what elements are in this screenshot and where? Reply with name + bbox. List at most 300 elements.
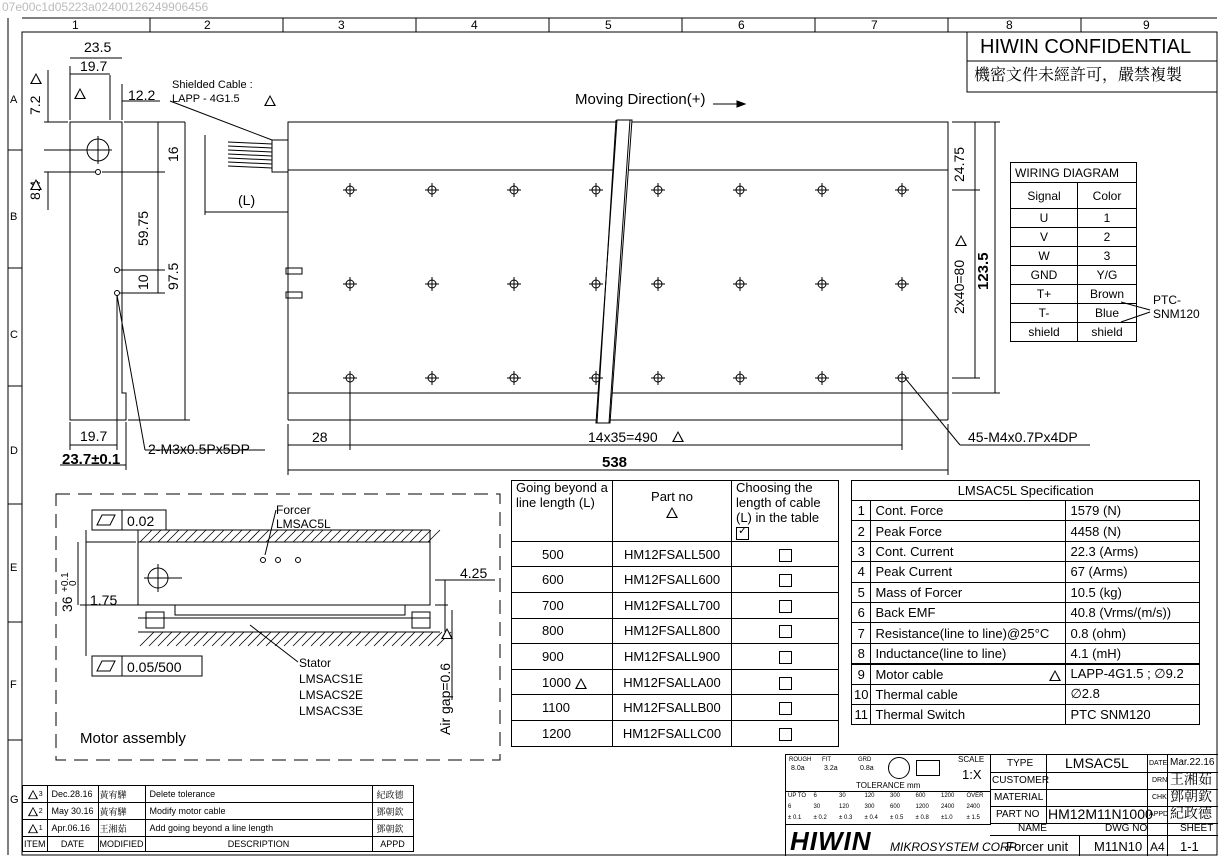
assembly-view xyxy=(56,494,500,760)
air-gap-label: Air gap=0.6 xyxy=(437,663,453,735)
rev-header: MODIFIED xyxy=(98,837,145,852)
spec-item: Thermal cable xyxy=(875,686,958,702)
tolerance-cell: 120 xyxy=(864,793,875,799)
customer-label: CUSTOMER xyxy=(992,775,1050,786)
side-view xyxy=(44,58,265,470)
spec-value: 0.8 (ohm) xyxy=(1066,623,1200,643)
choice-cell xyxy=(732,669,839,695)
cable-length-cell xyxy=(512,720,613,746)
cable-table-row xyxy=(512,720,839,746)
tolerance-cell: ± 0.5 xyxy=(890,815,904,821)
tolerance-cell: ± 0.2 xyxy=(813,815,827,821)
spec-item: Cont. Force xyxy=(875,503,944,519)
revision-triangle-icon xyxy=(30,70,42,88)
wiring-color: shield xyxy=(1078,323,1137,342)
shielded-cable-label: Shielded Cable : xyxy=(172,79,253,91)
row-label: C xyxy=(10,329,18,341)
dim-1-75: 1.75 xyxy=(90,592,118,608)
wiring-signal: T- xyxy=(1011,304,1078,323)
choice-checkbox[interactable] xyxy=(779,574,792,587)
wiring-color: Brown xyxy=(1078,285,1137,304)
rev-date: Dec.28.16 xyxy=(47,786,98,803)
type-label: TYPE xyxy=(1007,758,1034,769)
tolerance-cell: OVER xyxy=(966,793,984,799)
dim-16: 16 xyxy=(165,146,181,162)
partno-label: PART NO xyxy=(996,809,1040,820)
tolerance-cell: ± 0.8 xyxy=(915,815,929,821)
spec-no: 3 xyxy=(852,541,871,561)
moving-direction-label: Moving Direction(+) xyxy=(575,91,706,108)
tolerance-cell: ±1.0 xyxy=(941,815,953,821)
name-label: NAME xyxy=(1018,823,1047,834)
dim-123-5: 123.5 xyxy=(975,252,992,290)
dim-2x40: 2x40=80 xyxy=(951,259,967,314)
cable-length-cell xyxy=(512,669,613,695)
dim-59-75: 59.75 xyxy=(135,210,151,246)
rev-header: APPD xyxy=(372,837,413,852)
wiring-color: 2 xyxy=(1078,228,1137,247)
assembly-hole xyxy=(276,558,281,563)
rev-header: DESCRIPTION xyxy=(145,837,372,852)
name-value: Forcer unit xyxy=(1006,839,1069,854)
dim-538: 538 xyxy=(602,454,628,471)
revision-triangle-icon xyxy=(264,92,276,110)
choice-checkbox[interactable] xyxy=(779,651,792,664)
chk-label: CHK xyxy=(1152,794,1167,801)
cable-table-header-choice xyxy=(732,481,839,542)
column-label: 2 xyxy=(204,18,211,32)
spec-item-cell xyxy=(871,541,1066,561)
partno-value: HM12M11N1000 xyxy=(1048,806,1153,822)
tolerance-cell: 300 xyxy=(864,804,875,810)
revision-triangle-icon xyxy=(28,806,38,815)
choice-checkbox[interactable] xyxy=(779,702,792,715)
row-label: A xyxy=(10,94,18,106)
confidential-notice: 機密文件未經許可，嚴禁複製 xyxy=(974,65,1183,84)
column-label: 8 xyxy=(1006,18,1013,32)
tolerance-cell: 600 xyxy=(890,804,901,810)
spec-value: 4.1 (mH) xyxy=(1066,643,1200,663)
date-value: Mar.22.16 xyxy=(1170,757,1215,768)
rough-value: 8.0a xyxy=(791,765,805,772)
cable-table-row xyxy=(512,541,839,567)
revision-triangle-icon xyxy=(28,823,38,832)
spec-item: Cont. Current xyxy=(875,543,954,559)
cable-length-cell xyxy=(512,695,613,721)
part-no-cell: HM12FSALL900 xyxy=(613,644,732,670)
spec-no: 4 xyxy=(852,562,871,582)
part-no-cell: HM12FSALLB00 xyxy=(613,695,732,721)
rev-desc: Add going beyond a line length xyxy=(145,820,372,837)
rev-mark-cell xyxy=(23,803,48,820)
spec-item-cell xyxy=(871,501,1066,521)
revision-triangle-icon xyxy=(955,232,967,250)
spec-item-cell xyxy=(871,623,1066,643)
column-label: 9 xyxy=(1143,18,1150,32)
assembly-hole xyxy=(296,558,301,563)
choice-cell xyxy=(732,644,839,670)
spec-item-cell xyxy=(871,643,1066,663)
title-fields xyxy=(990,755,1218,856)
chk-value: 鄧朝欽 xyxy=(1170,789,1212,805)
wiring-diagram-table xyxy=(1010,162,1137,342)
choice-checkbox[interactable] xyxy=(779,625,792,638)
spec-value: 40.8 (Vrms/(m/s)) xyxy=(1066,602,1200,622)
spec-row xyxy=(852,664,1200,684)
tolerance-cell: ± 0.1 xyxy=(788,815,802,821)
revision-triangle-icon xyxy=(1049,670,1061,681)
grd-label: GRD xyxy=(858,757,872,763)
type-value: LMSAC5L xyxy=(1065,755,1129,771)
tolerance-cell: 2400 xyxy=(941,804,955,810)
choice-checkbox[interactable] xyxy=(779,600,792,613)
part-no-cell: HM12FSALL500 xyxy=(613,541,732,567)
stator-model: LMSACS1E xyxy=(299,672,364,686)
spec-item-cell xyxy=(871,704,1066,724)
cable-type-label: LAPP - 4G1.5 xyxy=(172,93,240,105)
wiring-color: Blue xyxy=(1078,304,1137,323)
column-label: 1 xyxy=(72,18,79,32)
cable-length: 500 xyxy=(542,546,564,562)
cable-length: 600 xyxy=(542,572,564,588)
choice-cell xyxy=(732,720,839,746)
spec-no: 5 xyxy=(852,582,871,602)
cable-length-cell xyxy=(512,618,613,644)
row-label: D xyxy=(10,445,18,457)
revision-triangle-icon xyxy=(441,625,453,643)
part-no-cell: HM12FSALLC00 xyxy=(613,720,732,746)
sheet-label: SHEET xyxy=(1180,823,1214,834)
wiring-header: Signal xyxy=(1011,183,1078,209)
column-dividers xyxy=(150,18,1081,32)
hatch-pattern xyxy=(140,530,451,646)
cable-table-row xyxy=(512,618,839,644)
tolerance-cell: ± 0.3 xyxy=(839,815,853,821)
dim-23-7: 23.7±0.1 xyxy=(62,451,121,468)
row-label: B xyxy=(10,211,18,223)
cable-table-header: Part no xyxy=(651,489,693,504)
spec-item: Motor cable xyxy=(875,666,944,682)
wiring-signal: T+ xyxy=(1011,285,1078,304)
dwg-label: DWG NO xyxy=(1105,823,1148,834)
spec-value: LAPP-4G1.5 ; ∅9.2 xyxy=(1066,664,1200,684)
tolerance-cell: 6 xyxy=(788,804,792,810)
part-no-cell: HM12FSALL800 xyxy=(613,618,732,644)
checked-box-icon xyxy=(736,527,749,540)
part-no-cell: HM12FSALLA00 xyxy=(613,669,732,695)
paper-size: A4 xyxy=(1150,840,1165,854)
revision-row xyxy=(23,820,414,837)
spec-value: 10.5 (kg) xyxy=(1066,582,1200,602)
wiring-signal: U xyxy=(1011,209,1078,228)
specification-table xyxy=(851,480,1200,725)
assembly-hole xyxy=(261,558,266,563)
wiring-color: Y/G xyxy=(1078,266,1137,285)
rev-mark: 1 xyxy=(38,825,43,833)
spec-row xyxy=(852,562,1200,582)
rev-appd: 鄧朝欽 xyxy=(372,803,413,820)
rev-appd: 紀政德 xyxy=(372,786,413,803)
tolerance-cell: 1200 xyxy=(941,793,955,799)
rough-label: ROUGH xyxy=(789,757,812,763)
column-label: 3 xyxy=(338,18,345,32)
column-label: 6 xyxy=(738,18,745,32)
choice-cell xyxy=(732,592,839,618)
spec-value: ∅2.8 xyxy=(1066,684,1200,704)
dim-7-2: 7.2 xyxy=(27,95,43,115)
spec-no: 2 xyxy=(852,521,871,541)
rev-appd: 鄧朝欽 xyxy=(372,820,413,837)
part-no-cell: HM12FSALL700 xyxy=(613,592,732,618)
row-label: F xyxy=(10,679,17,691)
spec-item-cell xyxy=(871,684,1066,704)
side-holes-note: 2-M3x0.5Px5DP xyxy=(148,441,250,457)
drn-value: 王湘茹 xyxy=(1170,772,1212,788)
tolerance-cell: 300 xyxy=(890,793,901,799)
wiring-header: Color xyxy=(1078,183,1137,209)
fit-label: FIT xyxy=(822,757,831,763)
spec-row xyxy=(852,602,1200,622)
spec-title: LMSAC5L Specification xyxy=(852,481,1200,501)
wiring-color: 1 xyxy=(1078,209,1137,228)
revision-table xyxy=(22,785,414,852)
cable-table-header-partno xyxy=(613,481,732,542)
choice-checkbox[interactable] xyxy=(779,677,792,690)
dim-36-tol-up: +0.1 xyxy=(60,572,71,592)
drn-label: DRN xyxy=(1152,777,1168,784)
spec-row xyxy=(852,684,1200,704)
spec-row xyxy=(852,643,1200,663)
tolerance-cell: UP TO xyxy=(788,793,807,799)
part-no-cell: HM12FSALL600 xyxy=(613,567,732,593)
cable-length: 1200 xyxy=(542,725,571,741)
rev-header: DATE xyxy=(47,837,98,852)
document-id: 07e00c1d05223a02400126249906456 xyxy=(2,0,209,14)
spec-item: Thermal Switch xyxy=(875,707,966,723)
rev-mark: 3 xyxy=(38,791,43,799)
cable-length-cell xyxy=(512,592,613,618)
tolerance-cell: 6 xyxy=(813,793,817,799)
dim-36-tol-down: 0 xyxy=(68,580,79,586)
cable-length-table xyxy=(511,480,839,747)
rev-by: 黃宥驊 xyxy=(98,786,145,803)
appd-value: 紀政德 xyxy=(1170,806,1212,822)
spec-item: Peak Current xyxy=(875,564,953,580)
rev-by: 王湘茹 xyxy=(98,820,145,837)
tolerance-table xyxy=(786,791,991,825)
spec-row xyxy=(852,623,1200,643)
rev-header: ITEM xyxy=(23,837,48,852)
cable-table-row xyxy=(512,644,839,670)
cable-table-row xyxy=(512,567,839,593)
forcer-label: Forcer xyxy=(276,503,311,517)
rev-mark-cell xyxy=(23,786,48,803)
spec-row xyxy=(852,541,1200,561)
hiwin-logo: HIWIN xyxy=(790,826,872,856)
grd-value: 0.8a xyxy=(860,765,874,772)
rev-desc: Delete tolerance xyxy=(145,786,372,803)
date-label: DATE xyxy=(1149,760,1168,767)
column-label: 7 xyxy=(871,18,878,32)
spec-no: 1 xyxy=(852,501,871,521)
spec-value: 4458 (N) xyxy=(1066,521,1200,541)
cable-length: 1100 xyxy=(542,700,570,716)
dim-4-25: 4.25 xyxy=(460,565,488,581)
dim-97-5: 97.5 xyxy=(165,262,181,290)
scale-label: SCALE xyxy=(958,755,985,764)
cable-table-row xyxy=(512,695,839,721)
dim-36: 36 xyxy=(59,596,75,612)
forcer-model: LMSAC5L xyxy=(276,517,331,531)
revision-row xyxy=(23,786,414,803)
stator-label: Stator xyxy=(299,656,332,670)
dwg-value: M11N10 xyxy=(1094,839,1143,854)
revision-triangle-icon xyxy=(666,507,678,518)
cable-table-row xyxy=(512,669,839,695)
spec-value: 67 (Arms) xyxy=(1066,562,1200,582)
spec-item: Inductance(line to line) xyxy=(875,645,1007,661)
scale-value: 1:X xyxy=(962,767,982,782)
dim-19-7-bottom: 19.7 xyxy=(80,428,108,444)
spec-no: 11 xyxy=(852,704,871,724)
top-view xyxy=(288,120,948,423)
dim-hole-pitch: 14x35=490 xyxy=(588,429,658,445)
sheet-value: 1-1 xyxy=(1180,839,1199,854)
revision-triangle-icon xyxy=(74,85,86,103)
assembly-title: Motor assembly xyxy=(80,730,186,747)
rev-mark: 2 xyxy=(38,808,43,816)
spec-item-cell xyxy=(871,602,1066,622)
flatness-value-2: 0.05/500 xyxy=(127,659,182,675)
column-label: 4 xyxy=(471,18,478,32)
projection-symbol-icon xyxy=(888,757,910,779)
spec-row xyxy=(852,521,1200,541)
row-label: G xyxy=(10,794,19,806)
dim-24-75: 24.75 xyxy=(951,146,967,182)
spec-value: PTC SNM120 xyxy=(1066,704,1200,724)
cable-length-cell xyxy=(512,541,613,567)
spec-row xyxy=(852,501,1200,521)
dim-8-4: 8.4 xyxy=(27,180,43,200)
fit-value: 3.2a xyxy=(824,765,838,772)
spec-item: Back EMF xyxy=(875,605,936,621)
ptc-model: SNM120 xyxy=(1153,307,1200,321)
spec-no: 10 xyxy=(852,684,871,704)
revision-triangle-icon xyxy=(575,678,587,689)
rev-desc: Modify motor cable xyxy=(145,803,372,820)
tolerance-label: TOLERANCE mm xyxy=(856,781,921,790)
spec-item-cell xyxy=(871,582,1066,602)
cable-table-row xyxy=(512,592,839,618)
appd-label: APPD xyxy=(1149,811,1169,818)
spec-no: 8 xyxy=(852,643,871,663)
tolerance-cell: ± 0.4 xyxy=(864,815,878,821)
choice-checkbox[interactable] xyxy=(779,728,792,741)
confidential-title: HIWIN CONFIDENTIAL xyxy=(980,36,1192,58)
choice-cell xyxy=(732,695,839,721)
dim-19-7: 19.7 xyxy=(80,58,108,74)
title-block xyxy=(785,754,1218,856)
choice-cell xyxy=(732,618,839,644)
rev-by: 黃宥驊 xyxy=(98,803,145,820)
spec-no: 9 xyxy=(852,664,871,684)
top-holes-note: 45-M4x0.7Px4DP xyxy=(968,429,1078,445)
spec-no: 6 xyxy=(852,602,871,622)
tolerance-cell: 600 xyxy=(915,793,926,799)
wiring-signal: shield xyxy=(1011,323,1078,342)
spec-item-cell xyxy=(871,664,1066,684)
spec-item: Mass of Forcer xyxy=(875,584,963,600)
revision-triangle-icon xyxy=(28,789,38,798)
cable-length: 1000 xyxy=(542,674,571,690)
rev-date: May 30.16 xyxy=(47,803,98,820)
choice-checkbox[interactable] xyxy=(779,549,792,562)
tolerance-cell: 30 xyxy=(839,793,846,799)
tolerance-cell: 30 xyxy=(813,804,821,810)
spec-item-cell xyxy=(871,562,1066,582)
cable-drawing xyxy=(170,101,302,298)
spec-item: Resistance(line to line)@25°C xyxy=(875,625,1050,641)
column-label: 5 xyxy=(605,18,612,32)
corp-name: MIKROSYSTEM CORP. xyxy=(890,840,1019,854)
tolerance-cell: 2400 xyxy=(966,804,980,810)
top-dimensions xyxy=(288,104,1090,475)
spec-row xyxy=(852,582,1200,602)
dim-10: 10 xyxy=(135,274,151,290)
tolerance-cell: ± 1.5 xyxy=(966,815,980,821)
projection-cone-icon xyxy=(916,760,940,776)
stator-model: LMSACS2E xyxy=(299,688,364,702)
cable-length: 900 xyxy=(542,648,564,664)
wiring-title: WIRING DIAGRAM xyxy=(1011,163,1137,183)
wiring-color: 3 xyxy=(1078,247,1137,266)
row-label: E xyxy=(10,562,18,574)
cable-table-header: Going beyond a line length (L) xyxy=(512,481,613,542)
spec-value: 22.3 (Arms) xyxy=(1066,541,1200,561)
cable-length-cell xyxy=(512,567,613,593)
dim-12-2: 12.2 xyxy=(128,87,156,103)
dim-23-5: 23.5 xyxy=(84,39,112,55)
material-label: MATERIAL xyxy=(994,792,1044,803)
choice-cell xyxy=(732,567,839,593)
wiring-signal: W xyxy=(1011,247,1078,266)
spec-no: 7 xyxy=(852,623,871,643)
dim-28: 28 xyxy=(312,429,328,445)
tolerance-cell: 1200 xyxy=(915,804,929,810)
stator-model: LMSACS3E xyxy=(299,704,364,718)
spec-value: 1579 (N) xyxy=(1066,501,1200,521)
spec-item: Peak Force xyxy=(875,523,942,539)
cable-length: 700 xyxy=(542,597,564,613)
revision-triangle-icon xyxy=(30,176,42,194)
rev-mark-cell xyxy=(23,820,48,837)
finish-block xyxy=(786,755,991,792)
tolerance-cell: 120 xyxy=(839,804,850,810)
spec-row xyxy=(852,704,1200,724)
wiring-signal: V xyxy=(1011,228,1078,247)
revision-row xyxy=(23,803,414,820)
rev-date: Apr.06.16 xyxy=(47,820,98,837)
cable-length-cell xyxy=(512,644,613,670)
revision-triangle-icon xyxy=(672,428,684,446)
choice-cell xyxy=(732,541,839,567)
cable-length: 800 xyxy=(542,623,564,639)
ptc-label: PTC- xyxy=(1153,293,1181,307)
spec-item-cell xyxy=(871,521,1066,541)
cable-table-header: Choosing the length of cable (L) in the table xyxy=(736,480,821,525)
flatness-value: 0.02 xyxy=(127,513,155,529)
wiring-signal: GND xyxy=(1011,266,1078,285)
